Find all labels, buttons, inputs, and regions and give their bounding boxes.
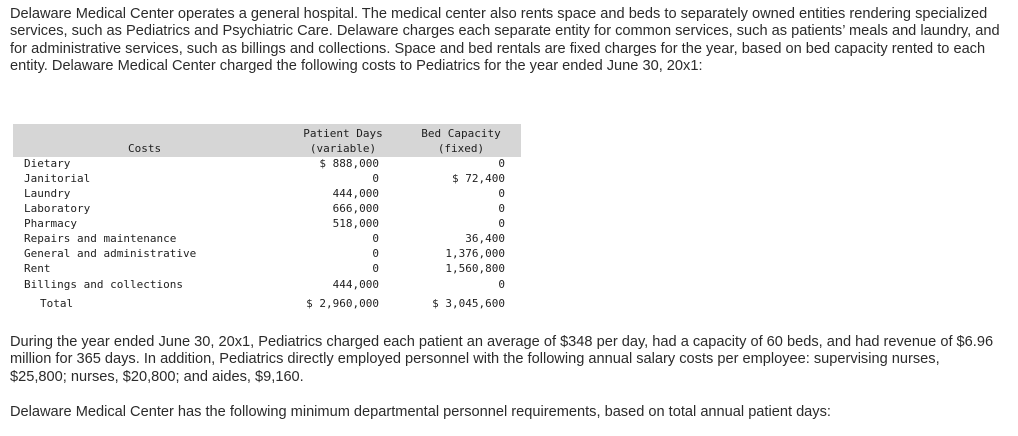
requirements-paragraph: Delaware Medical Center has the following minimum departmental personnel requirements, based on total annual patient days: — [10, 404, 831, 420]
total-label: Total — [40, 297, 74, 310]
header-bed-capacity: Bed Capacity — [421, 127, 501, 140]
row-patient-days: 0 — [372, 172, 379, 185]
row-bed-capacity: 36,400 — [465, 232, 505, 245]
row-patient-days: 0 — [372, 232, 379, 245]
row-label: Laundry — [24, 187, 71, 200]
row-label: Dietary — [24, 157, 71, 170]
row-label: Rent — [24, 262, 51, 275]
header-bed-capacity-sub: (fixed) — [437, 142, 485, 155]
intro-paragraph: Delaware Medical Center operates a general hospital. The medical center also rents space and beds to separately owned entities rendering specialized services, such as Pediatrics and Psychiatric Care. Delaware charges each separate entity for common services, such as patients’ meals and laundry, and for administrative services, such as billings and collections. Space and bed rentals are fixed charges for the year, based on bed capacity rented to each entity. Delaware Medical Center charged the following costs to Pediatrics for the year ended June 30, 20x1: — [10, 6, 1000, 75]
row-bed-capacity: $ 72,400 — [452, 172, 505, 185]
row-patient-days: 444,000 — [332, 278, 379, 291]
row-label: Janitorial — [24, 172, 91, 185]
header-costs: Costs — [128, 142, 162, 155]
row-label: General and administrative — [24, 247, 197, 260]
row-label: Laboratory — [24, 202, 91, 215]
cost-table — [13, 124, 521, 316]
row-bed-capacity: 0 — [498, 217, 505, 230]
row-bed-capacity: 1,376,000 — [445, 247, 505, 260]
row-bed-capacity: 0 — [498, 187, 505, 200]
row-bed-capacity: 0 — [498, 278, 505, 291]
row-patient-days: $ 888,000 — [319, 157, 379, 170]
row-patient-days: 444,000 — [332, 187, 379, 200]
row-patient-days: 0 — [372, 247, 379, 260]
row-patient-days: 518,000 — [332, 217, 379, 230]
row-bed-capacity: 0 — [498, 202, 505, 215]
header-patient-days: Patient Days — [303, 127, 383, 140]
row-label: Pharmacy — [24, 217, 77, 230]
row-label: Repairs and maintenance — [24, 232, 177, 245]
row-bed-capacity: 0 — [498, 157, 505, 170]
total-bed-capacity: $ 3,045,600 — [432, 297, 505, 310]
row-label: Billings and collections — [24, 278, 183, 291]
total-patient-days: $ 2,960,000 — [306, 297, 379, 310]
row-bed-capacity: 1,560,800 — [445, 262, 505, 275]
header-patient-days-sub: (variable) — [309, 142, 377, 155]
pediatrics-paragraph: During the year ended June 30, 20x1, Pediatrics charged each patient an average of $348 per day, had a capacity of 60 beds, and had revenue of $6.96 million for 365 days. In addition, Pediatrics directly employed personnel with the following annual salary costs per employee: supervising nurses, $25,800; nurses, $20,800; and aides, $9,160. — [10, 334, 994, 385]
row-patient-days: 0 — [372, 262, 379, 275]
row-patient-days: 666,000 — [332, 202, 379, 215]
